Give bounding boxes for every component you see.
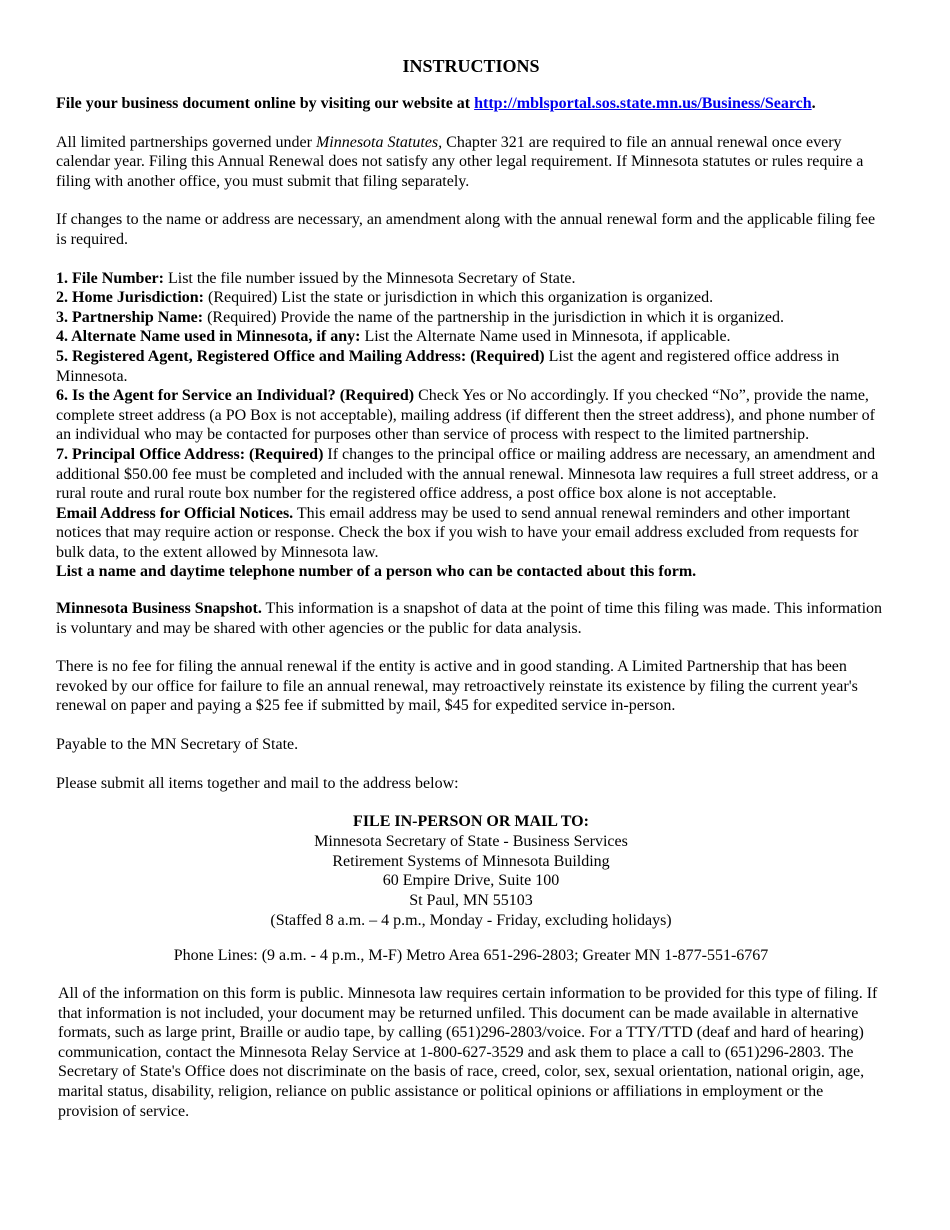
item-heading: 1. File Number: xyxy=(56,269,164,287)
list-item xyxy=(56,288,886,308)
item-text: This email address may be used to send annual renewal reminders and other important notices that may require action or response. Check the box if you wish to have your email address excluded from requests for bulk data, to the extent allowed by Minnesota law. xyxy=(56,504,859,561)
address-line: St Paul, MN 55103 xyxy=(409,892,533,910)
list-item xyxy=(56,386,886,445)
snapshot-paragraph xyxy=(56,599,886,638)
address-line: Minnesota Secretary of State - Business Services xyxy=(314,832,628,850)
list-item xyxy=(56,327,886,347)
item-heading: List a name and daytime telephone number of a person who can be contacted about this form. xyxy=(56,563,697,581)
item-heading: 7. Principal Office Address: (Required) xyxy=(56,445,324,463)
mailing-address-block xyxy=(56,812,886,930)
phone-lines: Phone Lines: (9 a.m. - 4 p.m., M-F) Metro Area 651-296-2803; Greater MN 1-877-551-6767 xyxy=(173,947,769,965)
address-line: Retirement Systems of Minnesota Building xyxy=(332,852,610,870)
page-title: INSTRUCTIONS xyxy=(402,56,540,76)
list-item xyxy=(56,269,886,289)
instruction-list xyxy=(56,269,886,583)
item-text: Check Yes or No accordingly. If you checked “No”, provide the name, complete street address (a PO Box is not acceptable), mailing address (if different then the street address), and phone number of an individual who may be contacted for purposes other than service of process with respect to the limited partnership. xyxy=(56,387,875,444)
item-text: (Required) Provide the name of the partnership in the jurisdiction in which it is organized. xyxy=(203,308,784,326)
list-item xyxy=(56,504,886,563)
mail-heading: FILE IN-PERSON OR MAIL TO: xyxy=(353,813,589,831)
item-heading: 2. Home Jurisdiction: xyxy=(56,289,204,307)
fee-paragraph: There is no fee for filing the annual renewal if the entity is active and in good standing. A Limited Partnership that has been revoked by our office for failure to file an annual renewal, may retroactively reinstate its existence by filing the current year's renewal on paper and paying a $25 fee if submitted by mail, $45 for expedited service in-person. xyxy=(56,658,858,715)
submit-line: Please submit all items together and mail to the address below: xyxy=(56,774,459,792)
item-heading: 3. Partnership Name: xyxy=(56,308,204,326)
address-line: 60 Empire Drive, Suite 100 xyxy=(382,872,560,890)
snapshot-text: This information is a snapshot of data at the point of time this filing was made. This information is voluntary and may be shared with other agencies or the public for data analysis. xyxy=(56,600,883,637)
item-text: If changes to the principal office or mailing address are necessary, an amendment and additional $50.00 fee must be completed and included with the annual renewal. Minnesota law requires a full street address, or a rural route and rural route box number for the registered office address, a post office box alone is not acceptable. xyxy=(56,445,879,503)
list-item xyxy=(56,308,886,328)
office-hours: (Staffed 8 a.m. – 4 p.m., Monday - Friday, excluding holidays) xyxy=(270,911,672,929)
item-heading: Email Address for Official Notices. xyxy=(56,504,294,522)
item-text: (Required) List the state or jurisdiction in which this organization is organized. xyxy=(204,289,714,307)
item-text: List the Alternate Name used in Minnesota, if applicable. xyxy=(360,328,731,346)
amendment-paragraph: If changes to the name or address are necessary, an amendment along with the annual renewal form and the applicable filing fee is required. xyxy=(56,211,876,248)
list-item xyxy=(56,562,886,582)
item-text: List the file number issued by the Minnesota Secretary of State. xyxy=(163,269,576,287)
public-information-notice: All of the information on this form is public. Minnesota law requires certain information to be provided for this type of filing. If that information is not included, your document may be returned unfiled. This document can be made available in alternative formats, such as large print, Braille or audio tape, by calling (651)296-2803/voice. For a TTY/TTD (deaf and hard of hearing) communication, contact the Minnesota Relay Service at 1-800-627-3529 and ask them to place a call to (651)296-2803. The Secretary of State's Office does not discriminate on the basis of race, creed, color, sex, sexual orientation, national origin, age, marital status, disability, religion, reliance on public assistance or political opinions or affiliations in employment or the provision of service. xyxy=(58,985,878,1120)
item-heading: 4. Alternate Name used in Minnesota, if any: xyxy=(56,328,361,346)
online-filing-line xyxy=(56,94,886,114)
statutes-italic: Minnesota Statutes, xyxy=(315,133,443,151)
intro-text-start: All limited partnerships governed under xyxy=(56,133,316,151)
intro-text-end: Chapter 321 are required to file an annual renewal once every calendar year. Filing this Annual Renewal does not satisfy any other legal requirement. If Minnesota statutes or rules require a filing with another office, you must submit that filing separately. xyxy=(56,133,864,190)
snapshot-heading: Minnesota Business Snapshot. xyxy=(56,600,262,618)
online-suffix: . xyxy=(811,95,816,112)
list-item xyxy=(56,445,886,504)
item-heading: 5. Registered Agent, Registered Office and Mailing Address: (Required) xyxy=(56,347,545,365)
business-search-link[interactable]: http://mblsportal.sos.state.mn.us/Business/Search xyxy=(474,95,812,112)
payable-line: Payable to the MN Secretary of State. xyxy=(56,736,299,754)
item-text: List the agent and registered office address in Minnesota. xyxy=(56,347,840,385)
list-item xyxy=(56,347,886,386)
online-prefix: File your business document online by visiting our website at xyxy=(56,95,475,112)
item-heading: 6. Is the Agent for Service an Individual? (Required) xyxy=(56,387,415,405)
instructions-page xyxy=(56,55,886,1121)
intro-paragraph xyxy=(56,133,886,192)
